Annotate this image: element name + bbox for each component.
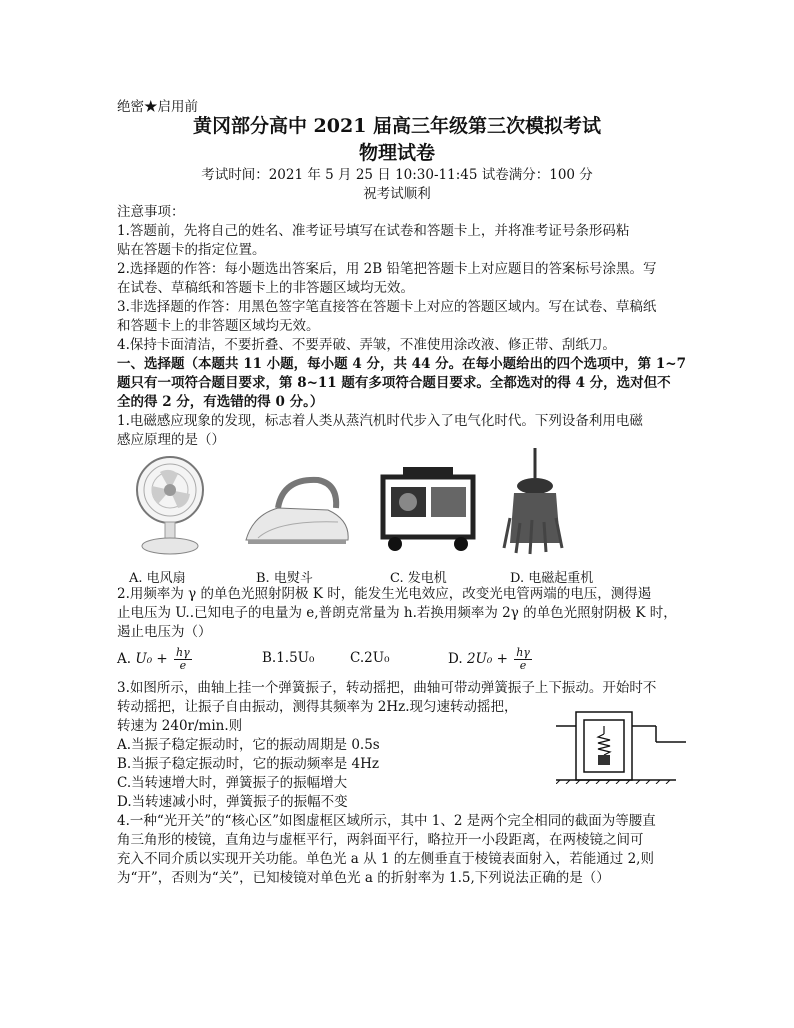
electric-iron-image bbox=[238, 460, 358, 555]
note-line: 4.保持卡面清洁，不要折叠、不要弄破、弄皱，不准使用涂改液、修正带、刮纸刀。 bbox=[117, 337, 616, 353]
question-3-text: 3.如图所示，曲轴上挂一个弹簧振子，转动摇把，曲轴可带动弹簧振子上下振动。开始时不 bbox=[117, 680, 657, 696]
exam-info: 考试时间：2021 年 5 月 25 日 10:30-11:45 试卷满分：100 分 bbox=[201, 167, 593, 183]
q3-option-d: D.当转速减小时，弹簧振子的振幅不变 bbox=[117, 794, 348, 810]
good-luck-text: 祝考试顺利 bbox=[363, 186, 431, 202]
section-heading-line: 全的得 2 分，有选错的得 0 分。） bbox=[117, 394, 324, 410]
fraction-denominator: e bbox=[519, 659, 527, 672]
q2-option-d bbox=[448, 646, 534, 672]
q2-option-a-label: A. bbox=[117, 651, 132, 667]
electromagnetic-crane-image bbox=[500, 448, 570, 558]
section-heading-line: 题只有一项符合题目要求，第 8~11 题有多项符合题目要求。全都选对的得 4 分，选对但不 bbox=[117, 375, 671, 391]
q1-option-b: B. 电熨斗 bbox=[256, 571, 313, 586]
question-4-text: 角三角形的棱镜，直角边与虚框平行，两斜面平行，略拉开一小段距离，在两棱镜之间可 bbox=[117, 832, 644, 848]
question-2-text: 止电压为 U..已知电子的电量为 e,普朗克常量为 h.若换用频率为 2γ 的单色光照射阴极 K 时， bbox=[117, 605, 677, 621]
subject-title: 物理试卷 bbox=[358, 142, 435, 164]
secret-label: 绝密★启用前 bbox=[117, 99, 198, 115]
q2-option-c: C.2U₀ bbox=[350, 650, 390, 666]
q2-option-a-term: U₀ + bbox=[135, 651, 168, 667]
exam-title: 黄冈部分高中 2021 届高三年级第三次模拟考试 bbox=[192, 115, 602, 137]
note-line: 和答题卡上的非答题区域均无效。 bbox=[117, 318, 320, 334]
note-line: 2.选择题的作答：每小题选出答案后，用 2B 铅笔把答题卡上对应题目的答案标号涂黑。写 bbox=[117, 261, 657, 277]
q1-option-d: D. 电磁起重机 bbox=[510, 571, 594, 586]
question-2-text: 2.用频率为 γ 的单色光照射阴极 K 时，能发生光电效应，改变光电管两端的电压，测得遏 bbox=[117, 586, 652, 602]
q3-option-b: B.当振子稳定振动时，它的振动频率是 4Hz bbox=[117, 756, 379, 772]
q2-option-d-term: 2U₀ + bbox=[466, 651, 508, 667]
q3-option-c: C.当转速增大时，弹簧振子的振幅增大 bbox=[117, 775, 348, 791]
question-3-text: 转动摇把，让振子自由振动，测得其频率为 2Hz.现匀速转动摇把， bbox=[117, 699, 518, 715]
electric-fan-image bbox=[120, 452, 230, 557]
q2-option-a bbox=[117, 646, 194, 672]
question-3-text: 转速为 240r/min.则 bbox=[117, 718, 243, 734]
fraction-numerator: hγ bbox=[516, 646, 530, 659]
q1-option-c: C. 发电机 bbox=[390, 571, 447, 586]
question-2-text: 遏止电压为（） bbox=[117, 624, 212, 640]
fraction bbox=[514, 647, 532, 672]
note-line: 3.非选择题的作答：用黑色签字笔直接答在答题卡上对应的答题区域内。写在试卷、草稿纸 bbox=[117, 299, 657, 315]
spring-oscillator-diagram bbox=[556, 708, 688, 784]
question-1-text: 1.电磁感应现象的发现，标志着人类从蒸汽机时代步入了电气化时代。下列设备利用电磁 bbox=[117, 413, 643, 429]
note-line: 在试卷、草稿纸和答题卡上的非答题区域均无效。 bbox=[117, 280, 414, 296]
q1-option-a: A. 电风扇 bbox=[129, 571, 186, 586]
question-4-text: 充入不同介质以实现开关功能。单色光 a 从 1 的左侧垂直于棱镜表面射入，若能通过 2,则 bbox=[117, 851, 654, 867]
question-4-text: 为“开”，否则为“关”，已知棱镜对单色光 a 的折射率为 1.5,下列说法正确的是（） bbox=[117, 870, 610, 886]
question-4-text: 4.一种“光开关”的“核心区”如图虚框区域所示，其中 1、2 是两个完全相同的截面为等腰直 bbox=[117, 813, 656, 829]
fraction-numerator: hγ bbox=[176, 646, 190, 659]
fraction bbox=[174, 647, 192, 672]
generator-image bbox=[373, 462, 483, 554]
notes-heading: 注意事项： bbox=[117, 204, 185, 220]
fraction-denominator: e bbox=[179, 659, 187, 672]
section-heading-line: 一、选择题（本题共 11 小题，每小题 4 分，共 44 分。在每小题给出的四个选项中，第 1~7 bbox=[117, 356, 686, 372]
note-line: 贴在答题卡的指定位置。 bbox=[117, 242, 266, 258]
q2-option-b: B.1.5U₀ bbox=[262, 650, 315, 666]
q3-option-a: A.当振子稳定振动时，它的振动周期是 0.5s bbox=[117, 737, 380, 753]
question-1-text: 感应原理的是（） bbox=[117, 432, 225, 448]
q2-option-d-label: D. bbox=[448, 651, 463, 667]
note-line: 1.答题前，先将自己的姓名、准考证号填写在试卷和答题卡上，并将准考证号条形码粘 bbox=[117, 223, 630, 239]
